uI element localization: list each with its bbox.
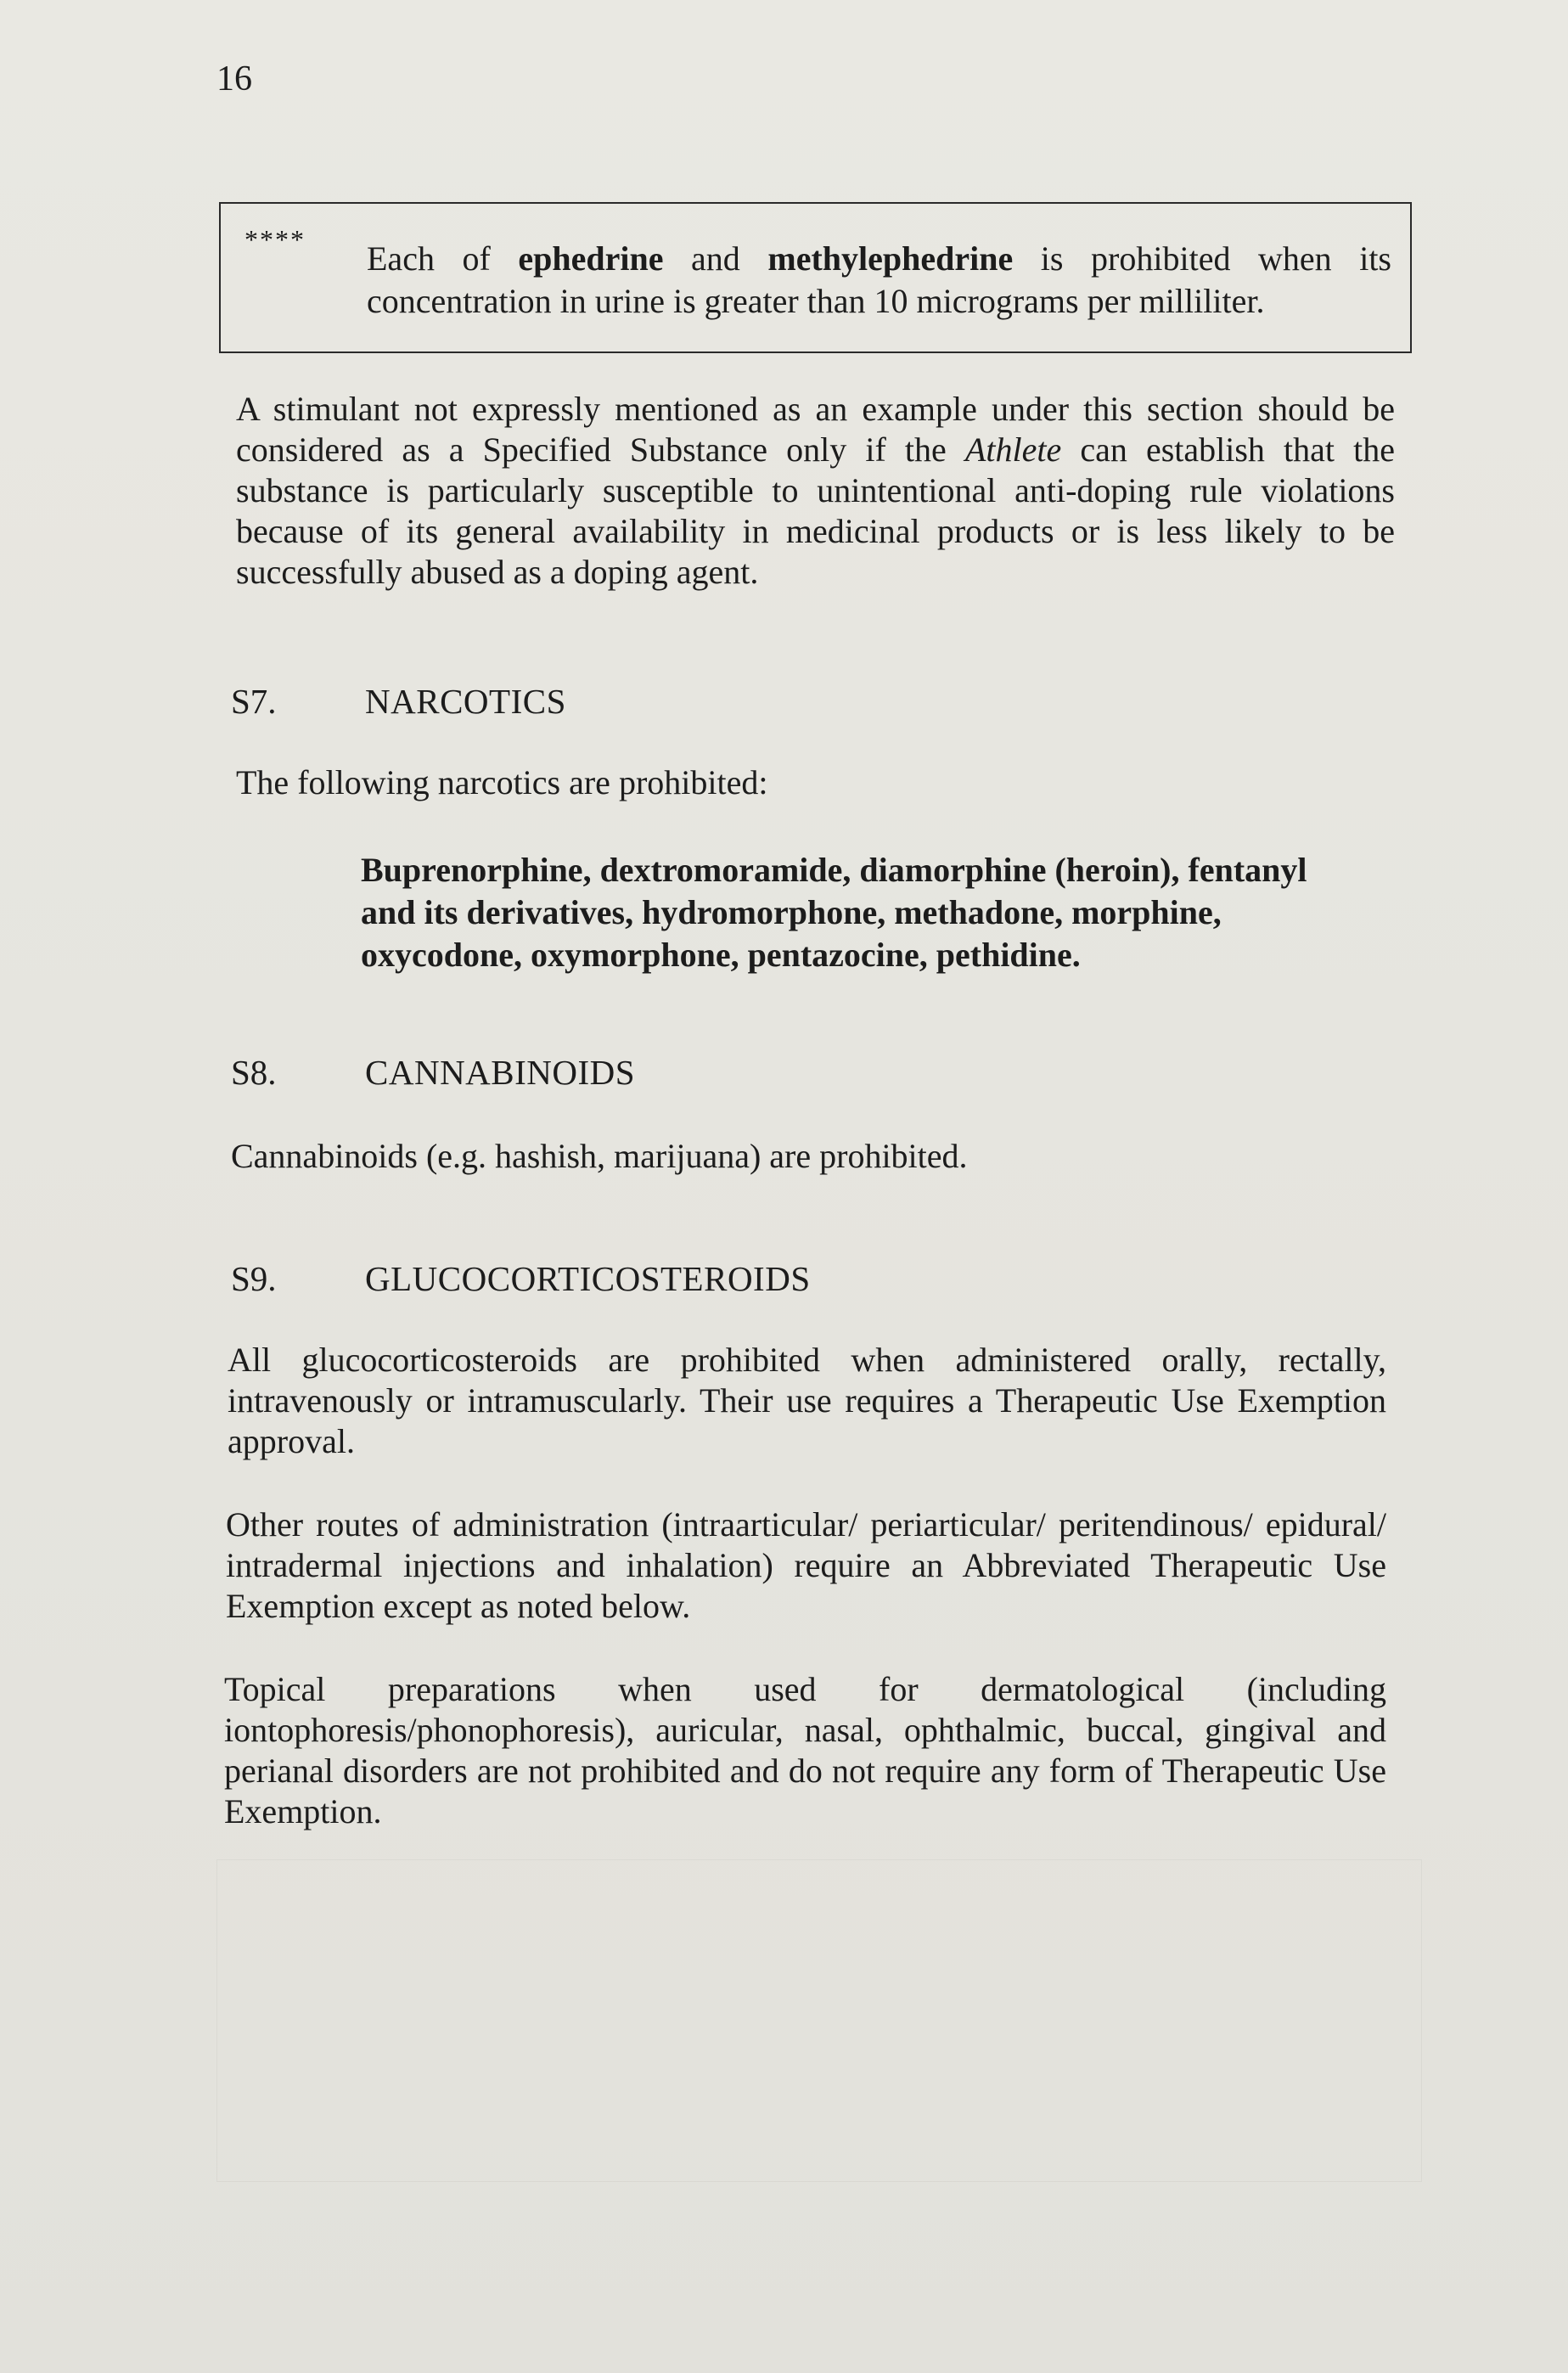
stimulant-paragraph xyxy=(236,389,1395,593)
section-number: S7. xyxy=(231,682,277,721)
note-text-part: and xyxy=(663,239,768,278)
section-heading-s9 xyxy=(231,1259,811,1298)
cannabinoids-text: Cannabinoids (e.g. hashish, marijuana) are prohibited. xyxy=(231,1137,968,1175)
stimulant-text: can establish that the substance is particularly susceptible to unintentional anti-doping rule violations because of its general availability in medicinal products or is less likely to be successfully abused as a doping agent. xyxy=(236,430,1395,591)
athlete-term: Athlete xyxy=(964,430,1062,469)
stimulant-text: A stimulant not expressly mentioned as an example under this section should be considered as a Specified Substance only if the xyxy=(236,390,1395,469)
section-title: CANNABINOIDS xyxy=(365,1053,636,1092)
section-title: NARCOTICS xyxy=(365,682,566,721)
section-heading-s8 xyxy=(231,1055,635,1090)
section-number: S8. xyxy=(231,1053,277,1092)
section-number: S9. xyxy=(231,1259,277,1298)
section-title: GLUCOCORTICOSTEROIDS xyxy=(365,1259,811,1298)
glucocorticosteroids-paragraph-1: All glucocorticosteroids are prohibited when administered orally, rectally, intravenously or intramuscularly. Their use requires a Therapeutic Use Exemption approval. xyxy=(228,1341,1386,1460)
note-text xyxy=(367,238,1391,323)
note-text-part: Each of xyxy=(367,239,519,278)
section-heading-s7 xyxy=(231,684,566,719)
narcotics-intro: The following narcotics are prohibited: xyxy=(236,763,768,801)
page-number: 16 xyxy=(216,59,252,98)
glucocorticosteroids-paragraph-3: Topical preparations when used for dermatological (including iontophoresis/phonophoresis), auricular, nasal, ophthalmic, buccal, gingival and perianal disorders are not prohibited and do not require any form of Therapeutic Use Exemption. xyxy=(224,1670,1386,1830)
note-methylephedrine: methylephedrine xyxy=(767,239,1014,278)
glucocorticosteroids-paragraph-2: Other routes of administration (intraarticular/ periarticular/ peritendinous/ epidural/ intradermal injections and inhalation) require an Abbreviated Therapeutic Use Exemption except as noted below. xyxy=(226,1505,1386,1625)
bleed-through-shadow xyxy=(216,1859,1422,2182)
note-ephedrine: ephedrine xyxy=(518,239,664,278)
note-text-part: is prohibited when its concentration in urine is greater than 10 micrograms per milliliter. xyxy=(367,239,1391,320)
note-marker: **** xyxy=(244,224,306,255)
ephedrine-note-box xyxy=(219,202,1412,353)
narcotics-list: Buprenorphine, dextromoramide, diamorphine (heroin), fentanyl and its derivatives, hydromorphone, methadone, morphine, oxycodone, oxymorphone, pentazocine, pethidine. xyxy=(361,851,1307,974)
